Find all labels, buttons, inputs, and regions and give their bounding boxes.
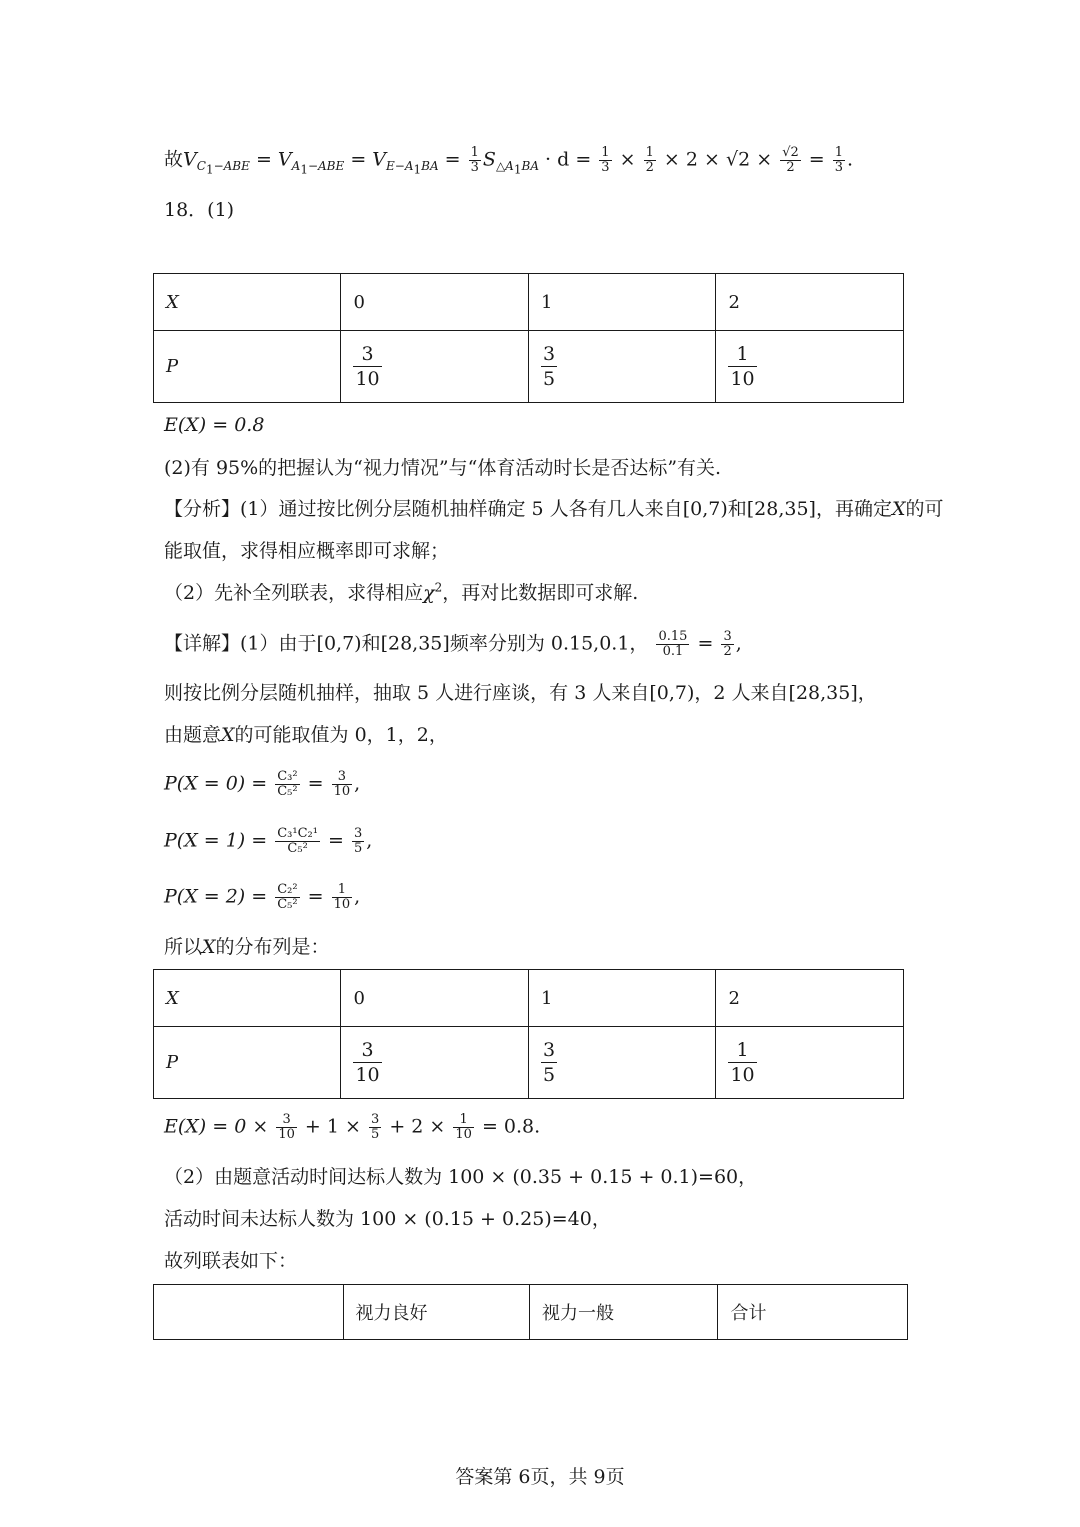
table1-prob-cell: $\frac{1}{10}$ <box>716 331 904 403</box>
table2-cell: 1 <box>528 970 715 1027</box>
expectation-calc: E(X) = 0 × $\frac{3}{10}$ + 1 × $\frac{3}{5}$ + 2 × $\frac{1}{10}$ = 0.8. <box>164 1112 541 1142</box>
distribution-table-1 <box>153 273 904 403</box>
prob-line-2: P(X = 2) = $\frac{\text{C₂²}}{\text{C₅²}}$ = $\frac{1}{10}$ , <box>164 882 361 912</box>
question-18-header: 18．(1) <box>164 199 235 221</box>
table2-x-label: X <box>154 970 341 1027</box>
detail-line-1: 【详解】(1）由于[0,7)和[28,35]频率分别为 0.15,0.1， $\frac{0.15}{0.1}$ = $\frac{3}{2}$ , <box>164 629 742 659</box>
table1-cell: 1 <box>528 274 715 331</box>
part2-answer: (2)有 95%的把握认为“视力情况”与“体育活动时长是否达标”有关. <box>164 457 722 479</box>
table2-prob-cell: $\frac{1}{10}$ <box>716 1027 904 1099</box>
analysis-line-2: 能取值，求得相应概率即可求解； <box>164 540 450 562</box>
contingency-header-cell: 视力良好 <box>343 1285 529 1340</box>
table1-prob-cell: $\frac{3}{10}$ <box>341 331 529 403</box>
prob-line-0: P(X = 0) = $\frac{\text{C₃²}}{\text{C₅²}}$ = $\frac{3}{10}$ , <box>164 769 361 799</box>
prob-line-1: P(X = 1) = $\frac{\text{C₃¹C₂¹}}{\text{C₅²}}$ = $\frac{3}{5}$ , <box>164 826 373 856</box>
part2-line-2: 活动时间未达标人数为 100 × (0.15 + 0.25)=40， <box>164 1208 611 1230</box>
contingency-header-cell <box>154 1285 344 1340</box>
page-footer: 答案第 6页，共 9页 <box>455 1466 625 1488</box>
part2-line-1: （2）由题意活动时间达标人数为 100 × (0.35 + 0.15 + 0.1)=60， <box>164 1166 758 1188</box>
table1-p-label: P <box>154 331 341 403</box>
table1-cell: 0 <box>341 274 529 331</box>
contingency-table <box>153 1284 908 1340</box>
table1-cell: 2 <box>716 274 904 331</box>
analysis-line-3: （2）先补全列联表，求得相应$\chi^2$，再对比数据即可求解. <box>164 580 639 604</box>
distribution-intro: 所以X的分布列是： <box>164 936 330 958</box>
table2-prob-cell: $\frac{3}{5}$ <box>528 1027 715 1099</box>
distribution-table-2 <box>153 969 904 1099</box>
detail-line-3: 由题意X的可能取值为 0，1，2， <box>164 724 448 746</box>
contingency-header-cell: 合计 <box>718 1285 908 1340</box>
expectation-result: E(X) = 0.8 <box>164 414 265 436</box>
table2-cell: 0 <box>341 970 529 1027</box>
volume-formula-line: 故$V_{C_1-ABE} = V_{A_1-ABE} = V_{E-A_1BA}$ = $\frac{1}{3}$ $S_{\triangle A_1BA} \cdot d$ = $\frac{1}{3}$ × $\frac{1}{2}$ × 2 × √2 × $\frac{√2}{2}$ = $\frac{1}{3}$ . <box>164 145 854 177</box>
contingency-header-cell: 视力一般 <box>529 1285 718 1340</box>
table2-p-label: P <box>154 1027 341 1099</box>
table2-prob-cell: $\frac{3}{10}$ <box>341 1027 529 1099</box>
table1-x-label: X <box>154 274 341 331</box>
detail-line-2: 则按比例分层随机抽样，抽取 5 人进行座谈，有 3 人来自[0,7)，2 人来自[28,35]， <box>164 682 877 704</box>
analysis-line-1: 【分析】(1）通过按比例分层随机抽样确定 5 人各有几人来自[0,7)和[28,35]，再确定X的可 <box>164 498 944 520</box>
table2-cell: 2 <box>716 970 904 1027</box>
part2-line-3: 故列联表如下： <box>164 1250 298 1272</box>
table1-prob-cell: $\frac{3}{5}$ <box>528 331 715 403</box>
